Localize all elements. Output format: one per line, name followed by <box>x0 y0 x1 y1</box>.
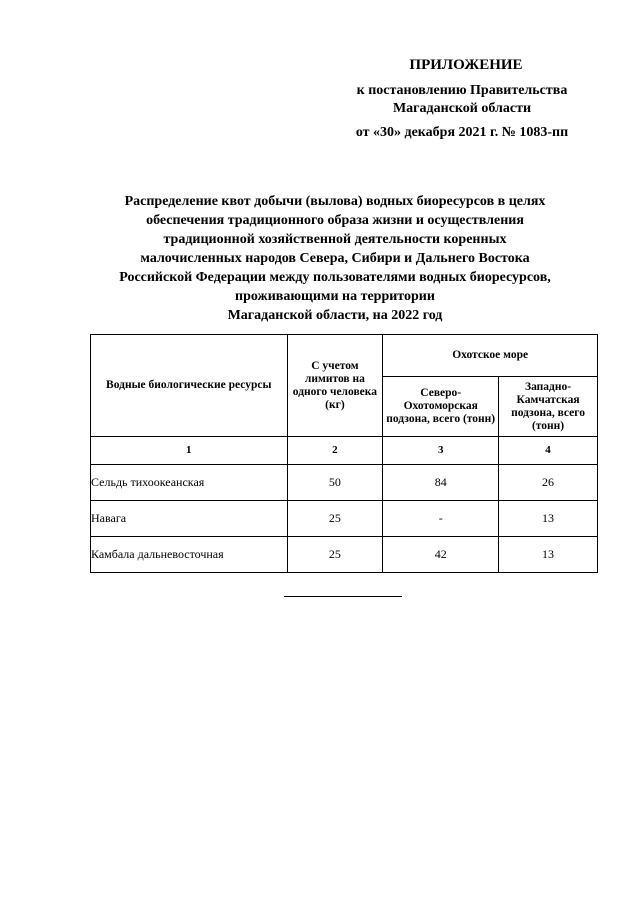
column-number: 4 <box>499 437 598 465</box>
header-resources: Водные биологические ресурсы <box>91 335 288 437</box>
north-okhotsk-value: 84 <box>383 465 499 501</box>
header-limits: С учетом лимитов на одного человека (кг) <box>287 335 383 437</box>
document-title-line: Российской Федерации между пользователями водных биоресурсов, <box>119 270 551 285</box>
table-row <box>91 465 598 501</box>
table-row <box>91 537 598 573</box>
document-title-line: традиционной хозяйственной деятельности коренных <box>163 232 507 247</box>
document-title-line: обеспечения традиционного образа жизни и осуществления <box>146 213 524 228</box>
resource-name: Камбала дальневосточная <box>91 537 288 573</box>
appendix-line-2: Магаданской области <box>392 101 532 116</box>
appendix-date-line: от «30» декабря 2021 г. № 1083-пп <box>355 125 569 140</box>
quota-table <box>90 334 598 573</box>
column-number: 2 <box>287 437 383 465</box>
limit-value: 50 <box>287 465 383 501</box>
table-row <box>91 501 598 537</box>
west-kamchatka-value: 26 <box>499 465 598 501</box>
header-sea: Охотское море <box>383 335 598 377</box>
limit-value: 25 <box>287 537 383 573</box>
document-title-line: Магаданской области, на 2022 год <box>227 308 443 323</box>
document-title-line: проживающими на территории <box>235 289 435 304</box>
limit-value: 25 <box>287 501 383 537</box>
header-subzone-north-okhotsk: Северо-Охотоморская подзона, всего (тонн) <box>383 377 499 437</box>
west-kamchatka-value: 13 <box>499 537 598 573</box>
north-okhotsk-value: - <box>383 501 499 537</box>
document-title <box>100 192 570 325</box>
north-okhotsk-value: 42 <box>383 537 499 573</box>
table-header-row <box>91 335 598 377</box>
document-title-line: малочисленных народов Севера, Сибири и Дальнего Востока <box>140 251 530 266</box>
resource-name: Сельдь тихоокеанская <box>91 465 288 501</box>
closing-divider-line <box>284 596 402 597</box>
column-number: 3 <box>383 437 499 465</box>
resource-name: Навага <box>91 501 288 537</box>
appendix-line-1: к постановлению Правительства <box>356 83 568 98</box>
west-kamchatka-value: 13 <box>499 501 598 537</box>
column-number: 1 <box>91 437 288 465</box>
document-title-line: Распределение квот добычи (вылова) водных биоресурсов в целях <box>124 194 546 209</box>
header-subzone-west-kamchatka: Западно-Камчатская подзона, всего (тонн) <box>499 377 598 437</box>
appendix-header <box>330 56 594 142</box>
appendix-title: ПРИЛОЖЕНИЕ <box>409 57 523 73</box>
column-number-row <box>91 437 598 465</box>
